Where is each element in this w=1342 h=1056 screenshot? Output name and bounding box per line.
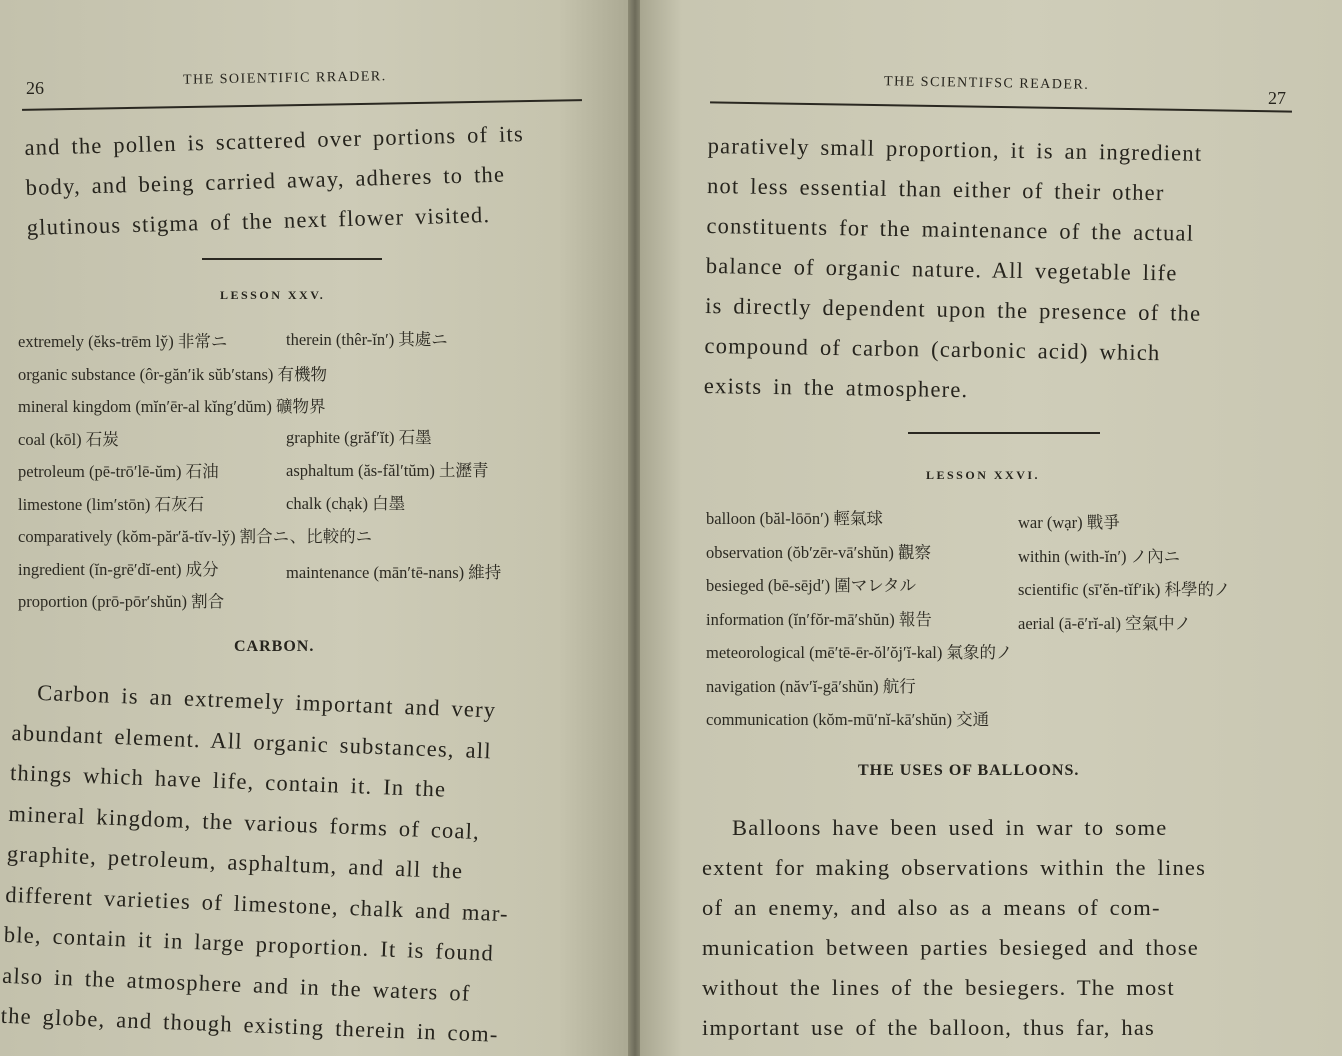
top-paragraph <box>24 114 527 248</box>
vocabulary-column-left <box>706 502 1012 737</box>
vocab-item: scientific (sī′ĕn-tĭf′ik) 科學的ノ <box>1018 580 1231 599</box>
lesson-title: LESSON XXVI. <box>926 468 1041 482</box>
text-line: munication between parties besieged and those <box>702 935 1199 960</box>
vocab-item: asphaltum (ăs-făl′tŭm) 土瀝青 <box>286 461 489 480</box>
text-line: important use of the balloon, thus far, has <box>702 1015 1155 1040</box>
text-line: ble, contain it in large proportion. It is found <box>3 921 495 966</box>
vocab-item: communication (kŏm-mū′nĭ-kā′shŭn) 交通 <box>706 710 990 729</box>
vocab-item: information (ĭn′fŏr-mā′shŭn) 報告 <box>706 609 932 629</box>
page-number: 26 <box>26 78 44 98</box>
lesson-title: LESSON XXV. <box>220 288 326 302</box>
top-paragraph <box>704 126 1205 414</box>
section-divider <box>202 258 382 260</box>
text-line: and the pollen is scattered over portions of its <box>24 121 525 160</box>
vocab-item: aerial (ā-ē′rĭ-al) 空氣中ノ <box>1018 613 1192 633</box>
vocab-item: chalk (chạk) 白墨 <box>286 494 406 513</box>
text-line: also in the atmosphere and in the waters of <box>1 962 471 1006</box>
text-line: extent for making observations within the lines <box>702 855 1207 880</box>
vocab-item: petroleum (pē-trō′lē-ŭm) 石油 <box>18 462 219 481</box>
vocab-item: maintenance (mān′tē-nans) 維持 <box>286 563 502 582</box>
body-paragraph <box>702 808 1206 1048</box>
text-line: body, and being carried away, adheres to the <box>25 161 506 200</box>
text-line: the globe, and though existing therein in com- <box>0 1002 500 1047</box>
vocab-item: besieged (bē-sējd′) 圍マレタル <box>706 576 917 595</box>
vocab-item: proportion (prō-pōr′shŭn) 割合 <box>18 592 225 611</box>
page-number: 27 <box>1268 88 1286 108</box>
text-line: not less essential than either of their other <box>706 172 1165 206</box>
vocab-item: observation (ŏb′zēr-vā′shŭn) 觀察 <box>706 542 931 562</box>
body-paragraph <box>0 672 517 1056</box>
text-line: Carbon is an extremely important and very <box>36 679 497 723</box>
section-title: CARBON. <box>234 638 315 655</box>
text-line: abundant element. All organic substances, all <box>11 719 493 763</box>
vocab-item: graphite (grăf′ĭt) 石墨 <box>286 428 432 447</box>
vocab-item: organic substance (ôr-găn′ik sŭb′stans) 有機物 <box>18 364 328 384</box>
text-line: without the lines of the besiegers. The most <box>702 975 1175 1000</box>
text-line: paratively small proportion, it is an ingredient <box>707 132 1203 166</box>
vocab-item: within (with-ĭn′) ノ內ニ <box>1018 546 1181 566</box>
vocab-item: limestone (lim′stōn) 石灰石 <box>18 494 205 514</box>
vocab-item: therein (thêr-ĭn′) 其處ニ <box>286 330 448 349</box>
text-line: of an enemy, and also as a means of com- <box>702 895 1161 920</box>
text-line: glutinous stigma of the next flower visited. <box>26 202 491 240</box>
text-line: things which have life, contain it. In the <box>9 759 447 802</box>
vocab-item: extremely (ĕks-trēm ly̆) 非常ニ <box>18 332 228 351</box>
header-rule <box>710 101 1292 112</box>
text-line: exists in the atmosphere. <box>703 372 969 403</box>
vocab-item: coal (kōl) 石炭 <box>18 429 119 449</box>
vocab-item: mineral kingdom (mĭn′ēr-al kĭng′dŭm) 礦物界 <box>18 397 326 416</box>
text-line: is directly dependent upon the presence of the <box>704 292 1202 326</box>
section-title: THE USES OF BALLOONS. <box>858 762 1080 779</box>
vocab-item: navigation (năv′ĭ-gā′shŭn) 航行 <box>706 676 916 696</box>
vocab-item: ingredient (ĭn-grē′dĭ-ent) 成分 <box>18 559 219 579</box>
vocab-item: balloon (băl-lōōn′) 輕氣球 <box>706 509 883 528</box>
text-line: graphite, petroleum, asphaltum, and all the <box>6 840 464 884</box>
text-line: balance of organic nature. All vegetable life <box>705 252 1178 286</box>
vocab-item: comparatively (kŏm-păr′ă-tĭv-ly̆) 割合ニ、比較的ニ <box>18 527 373 546</box>
vocabulary-column-right <box>1018 506 1231 640</box>
header-rule <box>22 99 582 111</box>
running-head: THE SCIENTIFSC READER. <box>883 74 1090 93</box>
running-head: THE SOIENTIFIC RRADER. <box>182 69 387 88</box>
text-line: Balloons have been used in war to some <box>732 815 1168 840</box>
left-page <box>0 0 634 1056</box>
vocab-item: meteorological (mē′tē-ēr-ŏl′ŏj′ĭ-kal) 氣象的ノ <box>706 643 1013 662</box>
text-line: mineral kingdom, the various forms of coal, <box>8 800 481 844</box>
section-divider <box>908 432 1100 434</box>
right-page <box>640 0 1342 1056</box>
text-line: compound of carbon (carbonic acid) which <box>704 332 1161 366</box>
vocab-item: war (wạr) 戰爭 <box>1018 513 1120 532</box>
text-line: constituents for the maintenance of the actual <box>706 212 1195 246</box>
text-line: different varieties of limestone, chalk and mar- <box>4 881 510 926</box>
